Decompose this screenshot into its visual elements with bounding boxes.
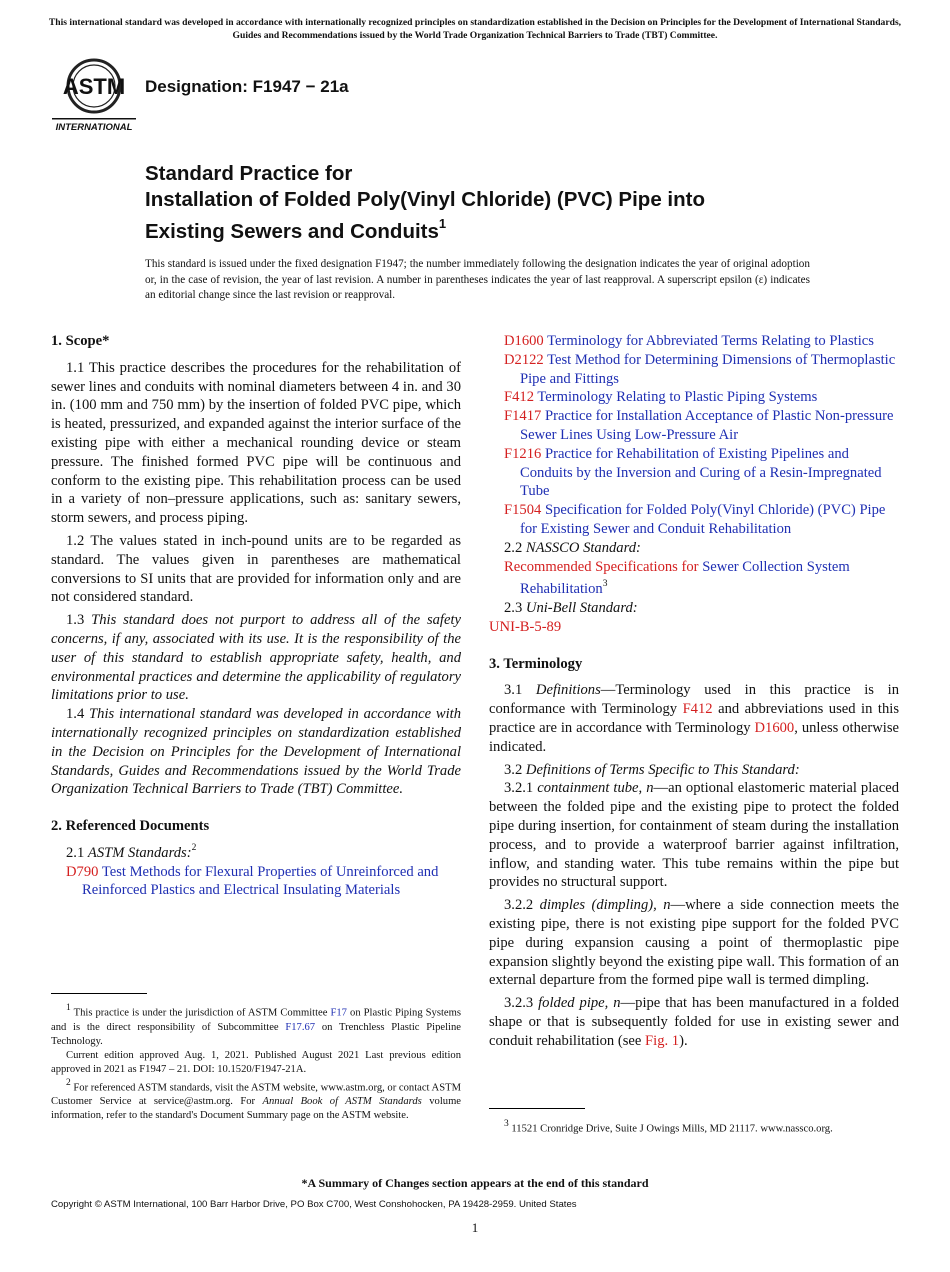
- title-footnote-mark: 1: [438, 216, 447, 231]
- astm-logo: [52, 56, 136, 136]
- link-f17-67[interactable]: F17.67: [285, 1021, 316, 1033]
- unibell-label: 2.3 Uni-Bell Standard:: [504, 600, 638, 617]
- link-f412[interactable]: F412: [682, 701, 713, 718]
- terminology-3-2-3: 3.2.3 folded pipe, n—pipe that has been manufactured in a folded shape or that is subsequently folded for use in existing sewer and conduit rehabilitation (see Fig. 1).: [489, 995, 899, 1049]
- ref-d790[interactable]: D790 Test Methods for Flexural Properties of Unreinforced and Reinforced Plastics and Electrical Insulating Materials: [66, 863, 439, 899]
- terminology-3-2: 3.2 Definitions of Terms Specific to This Standard:: [504, 761, 800, 778]
- ref-unibell[interactable]: UNI-B-5-89: [489, 618, 562, 635]
- terminology-3-2-2: 3.2.2 dimples (dimpling), n—where a side connection meets the existing pipe, there is not existing pipe support for the folded PVC pipe during expansion causing a point of thermoplastic pipe expansion slightly beyond the existing pipe wall. This formation of an external departure from the formed pipe wall is termed dimpling.: [489, 897, 899, 989]
- logo-subtext: INTERNATIONAL: [55, 122, 133, 133]
- ref-nassco[interactable]: Recommended Specifications for Sewer Collection System Rehabilitation$^3$: [504, 558, 850, 598]
- referenced-heading: 2. Referenced Documents: [51, 818, 210, 835]
- left-column: [51, 332, 461, 900]
- link-f17[interactable]: F17: [330, 1007, 347, 1019]
- astm-standards-label: 2.1 ASTM Standards:$^2$: [66, 842, 197, 861]
- tbt-notice: This international standard was developed in accordance with internationally recognized principles on standardization established in the Decision on Principles for the Development of International Standards, Guides and Recommendations issued by the World Trade Organization Technical Barriers to Trade (TBT) Committee.: [48, 17, 902, 41]
- scope-1-3: 1.3 This standard does not purport to address all of the safety concerns, if any, associated with its use. It is the responsibility of the user of this standard to establish appropriate safety, health, and environmental practices and determine the applicability of regulatory limitations prior to use.: [51, 612, 461, 704]
- terminology-heading: 3. Terminology: [489, 655, 583, 672]
- document-title: [145, 161, 865, 245]
- footnote-3: $^3$ 11521 Cronridge Drive, Suite J Owings Mills, MD 21117. www.nassco.org.: [504, 1119, 833, 1135]
- link-fig-1[interactable]: Fig. 1: [645, 1032, 680, 1049]
- scope-heading: 1. Scope*: [51, 333, 110, 349]
- title-line-2: Installation of Folded Poly(Vinyl Chloride) (PVC) Pipe into: [145, 188, 705, 211]
- ref-f1417[interactable]: F1417 Practice for Installation Acceptance of Plastic Non-pressure Sewer Lines Using Low-Pressure Air: [504, 408, 894, 443]
- ref-f1216[interactable]: F1216 Practice for Rehabilitation of Existing Pipelines and Conduits by the Inversion and Curing of a Resin-Impregnated Tube: [504, 445, 882, 500]
- ref-d2122[interactable]: D2122 Test Method for Determining Dimensions of Thermoplastic Pipe and Fittings: [504, 351, 896, 387]
- right-column: [489, 332, 899, 1051]
- terminology-3-1: 3.1 Definitions—Terminology used in this practice is in conformance with Terminology F412 and abbreviations used in this practice are in accordance with Terminology D1600, unless otherwise indicated.: [489, 682, 899, 755]
- footnote-1: $^1$ This practice is under the jurisdiction of ASTM Committee F17 on Plastic Piping Systems and is the direct responsibility of Subcommittee F17.67 on Trenchless Plastic Pipeline Technology.: [51, 1003, 461, 1047]
- link-d1600[interactable]: D1600: [754, 720, 795, 736]
- summary-of-changes-note: *A Summary of Changes section appears at the end of this standard: [301, 1176, 649, 1190]
- footnote-1-edition: Current edition approved Aug. 1, 2021. Published August 2021 Last previous edition approved in 2021 as F1947 – 21. DOI: 10.1520/F1947-21A.: [51, 1049, 461, 1075]
- left-footnotes: [51, 1002, 461, 1123]
- designation: Designation: F1947 − 21a: [145, 77, 349, 96]
- scope-1-4: 1.4 This international standard was developed in accordance with internationally recognized principles on standardization established in the Decision on Principles for the Development of International Standards, Guides and Recommendations issued by the World Trade Organization Technical Barriers to Trade (TBT) Committee.: [51, 706, 462, 798]
- footnote-rule-right: [489, 1108, 585, 1109]
- logo-text: ASTM: [62, 74, 126, 99]
- copyright: Copyright © ASTM International, 100 Barr Harbor Drive, PO Box C700, West Conshohocken, PA 19428-2959. United States: [51, 1199, 577, 1210]
- footnote-rule-left: [51, 993, 147, 994]
- scope-1-1: 1.1 This practice describes the procedures for the rehabilitation of sewer lines and conduits with nominal diameters between 4 in. and 30 in. (100 mm and 750 mm) by the insertion of folded PVC pipe, which is heated, pressurized, and expanded against the interior surface of the existing pipe with either a mechanical rounding device or steam pressure. The finished formed PVC pipe will be continuous and conform to the existing pipe. This rehabilitation process can be used in a variety of non–pressure applications, such as: sanitary sewers, storm sewers, and process piping.: [51, 359, 461, 527]
- title-line-1: Standard Practice for: [145, 162, 353, 185]
- terminology-3-2-1: 3.2.1 containment tube, n—an optional elastomeric material placed between the folded pipe and the existing pipe to protect the folded pipe during insertion, for containment of steam during the installation process, and to provide a waterproof barrier against infiltration, inflow, and standing water. This tube remains within the pipe but provides no structural support.: [489, 780, 899, 891]
- ref-f412[interactable]: F412 Terminology Relating to Plastic Piping Systems: [504, 389, 818, 406]
- nassco-label: 2.2 NASSCO Standard:: [504, 539, 641, 556]
- ref-d1600[interactable]: D1600 Terminology for Abbreviated Terms Relating to Plastics: [504, 333, 874, 349]
- title-line-3: Existing Sewers and Conduits: [145, 219, 439, 243]
- page-number: 1: [471, 1220, 479, 1235]
- ref-f1504[interactable]: F1504 Specification for Folded Poly(Vinyl Chloride) (PVC) Pipe for Existing Sewer and Conduit Rehabilitation: [504, 502, 886, 537]
- footnote-2: $^2$ For referenced ASTM standards, visit the ASTM website, www.astm.org, or contact ASTM Customer Service at service@astm.org. For Annual Book of ASTM Standards volume information, refer to the standard's Document Summary page on the ASTM website.: [51, 1077, 462, 1122]
- scope-1-2: 1.2 The values stated in inch-pound units are to be regarded as standard. The values given in parentheses are mathematical conversions to SI units that are provided for information only and are not considered standard.: [51, 532, 461, 606]
- issued-note: This standard is issued under the fixed designation F1947; the number immediately following the designation indicates the year of original adoption or, in the case of revision, the year of last revision. A number in parentheses indicates the year of last reapproval. A superscript epsilon (ε) indicates an editorial change since the last revision or reapproval.: [145, 258, 810, 301]
